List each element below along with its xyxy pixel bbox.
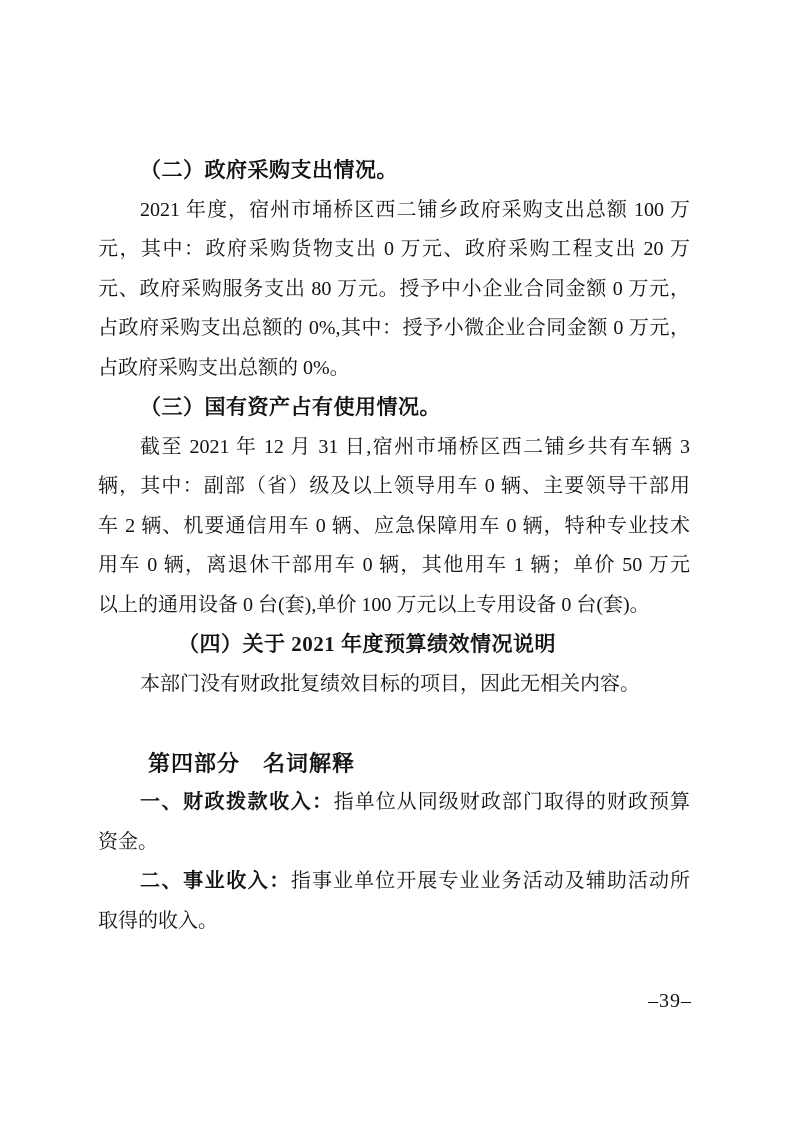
- paragraph-line: 占政府采购支出总额的 0%,其中：授予小微企业合同金额 0 万元，: [98, 317, 690, 339]
- paragraph-line: 本部门没有财政批复绩效目标的项目，因此无相关内容。: [140, 672, 640, 695]
- part-4-heading: 第四部分 名词解释: [148, 750, 356, 776]
- page-number: –39–: [648, 990, 692, 1012]
- page-content: [98, 151, 690, 941]
- term-1-definition: 指单位从同级财政部门取得的财政预算: [333, 791, 691, 813]
- term-line: 取得的收入。: [98, 909, 218, 932]
- paragraph-line: 占政府采购支出总额的 0%。: [98, 356, 350, 379]
- paragraph-line: 截至 2021 年 12 月 31 日,宿州市埇桥区西二铺乡共有车辆 3: [140, 435, 690, 458]
- paragraph-line: 用车 0 辆，离退休干部用车 0 辆，其他用车 1 辆；单价 50 万元: [98, 554, 690, 576]
- paragraph-line: 2021 年度，宿州市埇桥区西二铺乡政府采购支出总额 100 万: [140, 198, 690, 221]
- paragraph-line: 元、政府采购服务支出 80 万元。授予中小企业合同金额 0 万元，: [98, 277, 690, 300]
- paragraph-line: 辆，其中：副部（省）级及以上领导用车 0 辆、主要领导干部用: [98, 475, 690, 497]
- section-2-heading: （二）政府采购支出情况。: [140, 158, 398, 182]
- paragraph-line: 以上的通用设备 0 台(套),单价 100 万元以上专用设备 0 台(套)。: [98, 593, 650, 616]
- section-4-heading: （四）关于 2021 年度预算绩效情况说明: [178, 632, 556, 656]
- blank-line: [98, 704, 690, 744]
- term-line: [98, 783, 690, 823]
- term-line: [98, 862, 690, 902]
- term-2-definition: 指事业单位开展专业业务活动及辅助活动所: [290, 870, 691, 892]
- paragraph-line: 元，其中：政府采购货物支出 0 万元、政府采购工程支出 20 万: [98, 238, 690, 260]
- term-1-lead: 一、财政拨款收入：: [140, 791, 334, 813]
- section-3-heading: （三）国有资产占有使用情况。: [140, 395, 441, 419]
- paragraph-line: 车 2 辆、机要通信用车 0 辆、应急保障用车 0 辆，特种专业技术: [98, 514, 690, 537]
- term-line: 资金。: [98, 830, 158, 853]
- term-2-lead: 二、事业收入：: [140, 870, 291, 892]
